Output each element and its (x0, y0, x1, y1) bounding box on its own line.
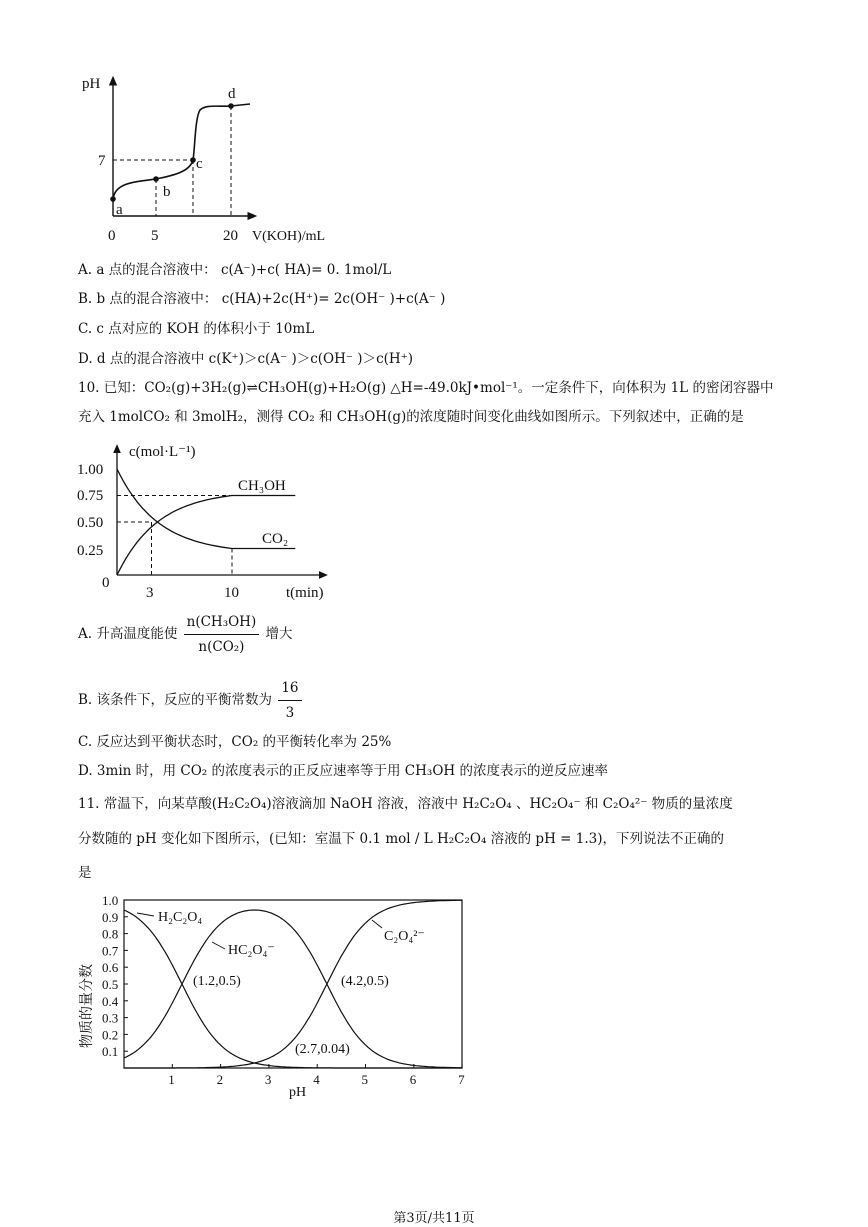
y-tick-0.50: 0.50 (77, 515, 104, 531)
fraction-numerator: 16 (278, 677, 301, 701)
x-tick-label: 6 (409, 1072, 417, 1087)
point-c (190, 157, 196, 163)
q10-stem-line1: 10. 已知：CO₂(g)+3H₂(g)⇌CH₃OH(g)+H₂O(g) △H=-49.0kJ•mol⁻¹。一定条件下，向体积为 1L 的密闭容器中 (78, 380, 774, 396)
series-label-c2o4: C₂O₄²⁻ (384, 929, 425, 944)
plot-frame (124, 900, 462, 1068)
q9-option-d: D. d 点的混合溶液中 c(K⁺)＞c(A⁻ )＞c(OH⁻ )＞c(H⁺) (78, 351, 414, 367)
x-tick-label: 5 (361, 1072, 368, 1087)
y-tick-label: 0.7 (102, 943, 119, 959)
y-tick-0: 0 (102, 575, 110, 591)
x-tick-20: 20 (223, 228, 238, 244)
titration-chart (78, 68, 348, 248)
annotation-pka2: (4.2,0.5) (341, 974, 389, 989)
point-b-label: b (163, 184, 171, 200)
q9-option-a: A. a 点的混合溶液中： c(A⁻)+c( HA)= 0. 1mol/L (78, 262, 392, 278)
x-tick-label: 2 (216, 1072, 224, 1087)
svg-text:物质的量分数: 物质的量分数 (80, 964, 95, 1048)
y-tick-7: 7 (98, 153, 106, 169)
y-axis-label: c(mol·L⁻¹) (129, 444, 196, 460)
y-tick-label: 0.8 (102, 926, 119, 942)
distribution-chart (72, 888, 482, 1103)
x-tick-label: 1 (168, 1072, 175, 1087)
x-axis-label: V(KOH)/mL (252, 229, 326, 244)
leader-c2o4 (372, 920, 382, 928)
page-footer: 第3页/共11页 (393, 1211, 475, 1226)
series-label-h2c2o4: H₂C₂O₄ (158, 910, 203, 925)
k-fraction (278, 677, 301, 724)
y-axis-label (78, 964, 95, 1048)
series-line-c2o4 (124, 900, 462, 1068)
x-tick-label: 3 (264, 1072, 272, 1087)
series-label-co2: CO₂ (262, 531, 289, 547)
q10-option-a-suffix: 增大 (265, 626, 293, 642)
fraction-denominator: 3 (285, 705, 295, 721)
x-axis-label: t(min) (286, 585, 324, 601)
x-tick-0: 0 (108, 228, 116, 244)
y-tick-label: 0.4 (102, 993, 119, 1009)
y-tick-0.25: 0.25 (77, 543, 104, 559)
titration-curve (113, 104, 250, 199)
y-tick-1.00: 1.00 (77, 462, 104, 478)
leader-h2c2o4 (137, 913, 154, 916)
y-tick-label: 0.9 (102, 909, 119, 925)
y-tick-label: 1.0 (102, 893, 119, 908)
series-label-hc2o4: HC₂O₄⁻ (228, 943, 275, 958)
q9-option-c: C. c 点对应的 KOH 的体积小于 10mL (78, 321, 315, 337)
point-a (110, 196, 116, 202)
y-tick-label: 0.5 (102, 977, 119, 992)
y-tick-label: 0.1 (102, 1044, 119, 1060)
y-tick-label: 0.3 (102, 1010, 119, 1026)
q10-option-d: D. 3min 时，用 CO₂ 的浓度表示的正反应速率等于用 CH₃OH 的浓度表示的逆反应速率 (78, 763, 608, 779)
q11-stem-line3: 是 (78, 865, 92, 881)
concentration-chart (74, 440, 344, 610)
q10-option-a-text: A. 升高温度能使 (78, 626, 178, 642)
x-tick-10: 10 (224, 585, 239, 601)
q10-option-b-text: B. 该条件下，反应的平衡常数为 (78, 692, 273, 708)
point-d (228, 103, 234, 109)
annotation-pka1: (1.2,0.5) (193, 974, 241, 989)
x-tick-label: 7 (458, 1072, 465, 1087)
series-label-ch3oh: CH₃OH (238, 478, 286, 494)
point-b (153, 176, 159, 182)
y-tick-0.75: 0.75 (77, 488, 104, 504)
q10-option-b (78, 677, 304, 724)
q10-option-c: C. 反应达到平衡状态时，CO₂ 的平衡转化率为 25% (78, 734, 392, 750)
y-tick-label: 0.6 (102, 960, 119, 976)
point-c-label: c (196, 156, 203, 172)
x-tick-label: 4 (313, 1072, 320, 1087)
x-tick-3: 3 (146, 585, 154, 601)
q9-option-b: B. b 点的混合溶液中： c(HA)+2c(H⁺)= 2c(OH⁻ )+c(A⁻ ) (78, 291, 446, 307)
fraction-denominator: n(CO₂) (198, 639, 245, 655)
fraction-numerator: n(CH₃OH) (184, 611, 260, 635)
leader-hc2o4 (212, 942, 225, 949)
q11-stem-line1: 11. 常温下，向某草酸(H₂C₂O₄)溶液滴加 NaOH 溶液，溶液中 H₂C₂O₄ 、HC₂O₄⁻ 和 C₂O₄²⁻ 物质的量浓度 (78, 796, 733, 812)
x-tick-5: 5 (151, 228, 159, 244)
point-a-label: a (116, 202, 123, 218)
ratio-fraction (184, 611, 260, 658)
q10-option-a (78, 611, 293, 658)
x-axis-label: pH (289, 1085, 307, 1100)
y-axis-label: pH (82, 76, 101, 92)
y-tick-label: 0.2 (102, 1027, 119, 1043)
q10-stem-line2: 充入 1molCO₂ 和 3molH₂，测得 CO₂ 和 CH₃OH(g)的浓度随时间变化曲线如图所示。下列叙述中，正确的是 (78, 409, 744, 425)
plot-area (102, 893, 465, 1087)
point-d-label: d (228, 86, 236, 102)
annotation-minimum: (2.7,0.04) (295, 1042, 350, 1057)
q11-stem-line2: 分数随的 pH 变化如下图所示，(已知：室温下 0.1 mol / L H₂C₂O₄ 溶液的 pH = 1.3)，下列说法不正确的 (78, 831, 724, 847)
